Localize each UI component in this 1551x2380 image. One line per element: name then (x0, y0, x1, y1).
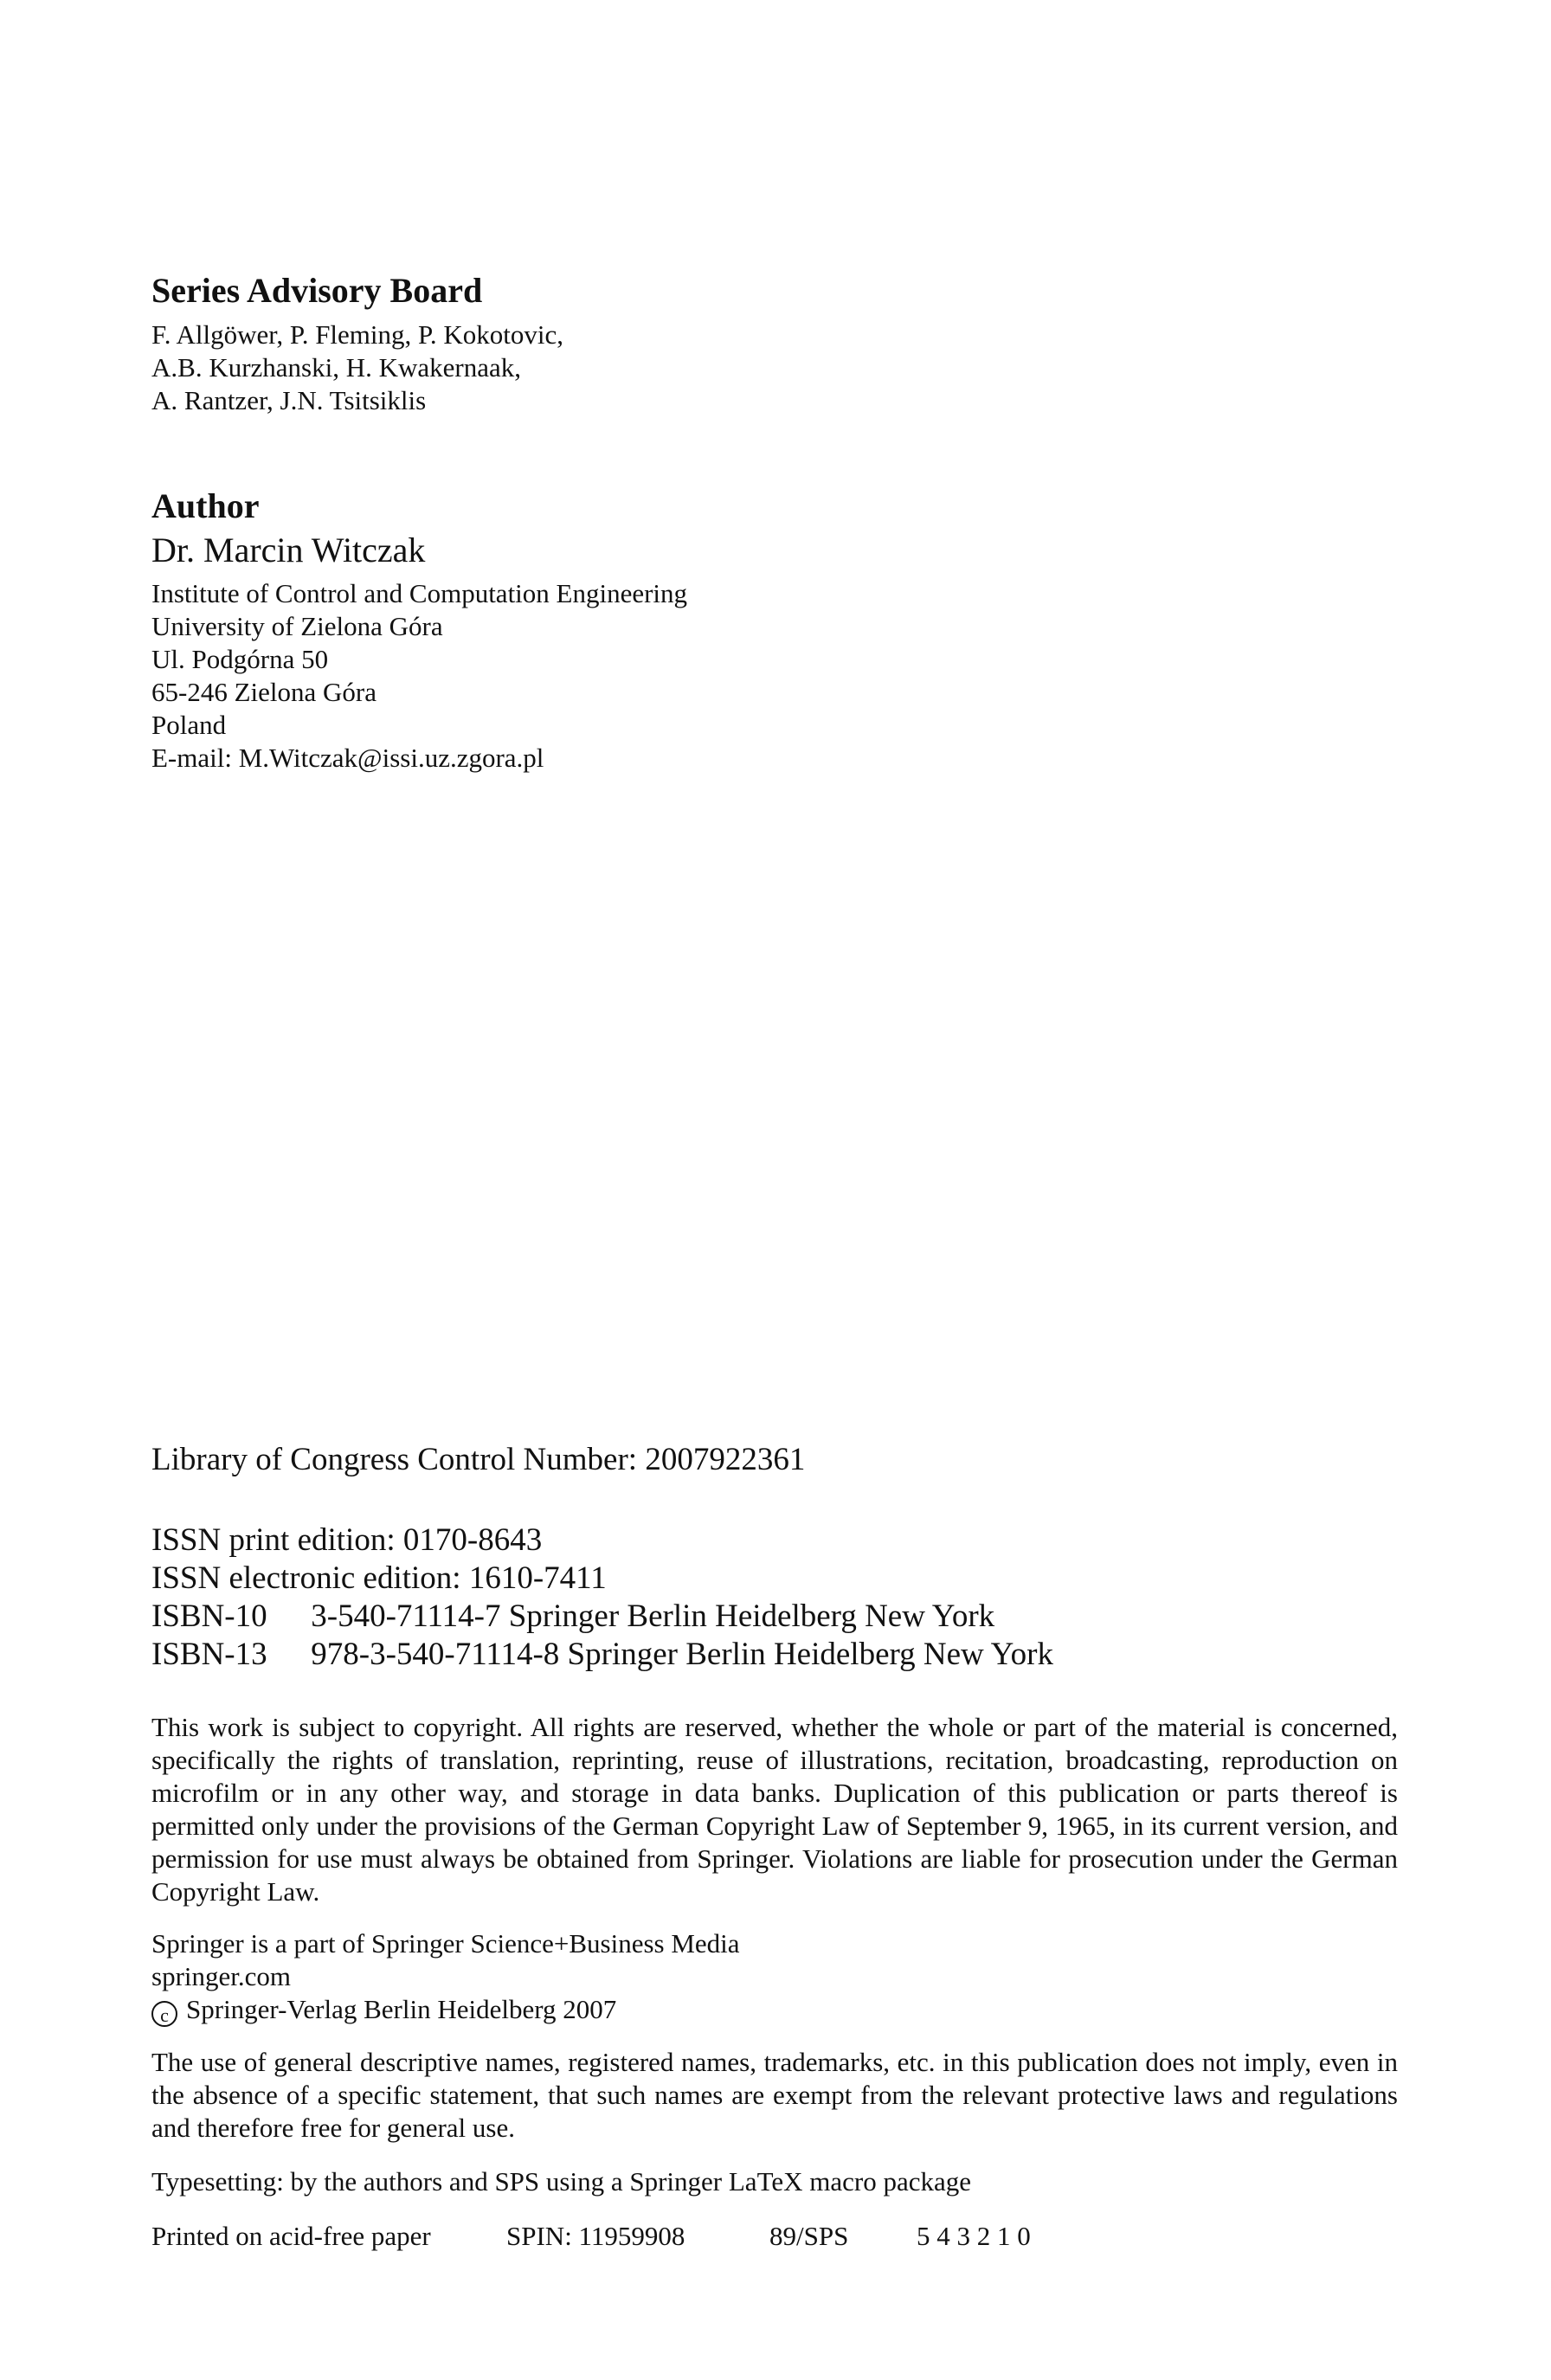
isbn-13-value: 978-3-540-71114-8 Springer Berlin Heidelberg New York (311, 1637, 1053, 1672)
advisory-board-members (151, 318, 563, 417)
issn-print: ISSN print edition: 0170-8643 (151, 1522, 543, 1558)
isbn-13-label: ISBN-13 (151, 1637, 267, 1672)
address-line: 65-246 Zielona Góra (151, 677, 376, 707)
printing-row (151, 2220, 1031, 2253)
advisory-line: A. Rantzer, J.N. Tsitsiklis (151, 385, 427, 415)
identifiers (151, 1521, 1053, 1674)
paper-info: Printed on acid-free paper (151, 2221, 431, 2251)
advisory-line: F. Allgöwer, P. Fleming, P. Kokotovic, (151, 319, 563, 350)
lccn: Library of Congress Control Number: 2007922361 (151, 1442, 806, 1477)
copyright-holder: Springer-Verlag Berlin Heidelberg 2007 (186, 1994, 617, 2024)
series-advisory-board (151, 272, 563, 417)
spin-number: SPIN: 11959908 (506, 2221, 685, 2251)
isbn-10-label: ISBN-10 (151, 1598, 267, 1634)
print-run: 5 4 3 2 1 0 (917, 2221, 1031, 2251)
trademark-notice-text: The use of general descriptive names, registered names, trademarks, etc. in this publication does not imply, even in the absence of a specific statement, that such names are exempt from the relevant protective laws and regulations and therefore free for general use. (151, 2047, 1398, 2143)
copyright-icon: c (151, 2001, 177, 2027)
publisher-line: Springer is a part of Springer Science+Business Media (151, 1928, 740, 1959)
sps-code: 89/SPS (769, 2221, 849, 2251)
publisher-info (151, 1927, 740, 2027)
address-line: University of Zielona Góra (151, 611, 443, 641)
isbn-10-value: 3-540-71114-7 Springer Berlin Heidelberg New York (311, 1598, 995, 1634)
trademark-notice (151, 2046, 1398, 2145)
typesetting-suffix: macro package (809, 2166, 971, 2197)
author-name: Dr. Marcin Witczak (151, 531, 426, 569)
series-advisory-board-heading: Series Advisory Board (151, 271, 483, 310)
author-section (151, 487, 687, 775)
advisory-line: A.B. Kurzhanski, H. Kwakernaak, (151, 352, 521, 383)
address-line: Poland (151, 710, 227, 740)
publisher-website: springer.com (151, 1961, 291, 1991)
author-email: E-mail: M.Witczak@issi.uz.zgora.pl (151, 743, 544, 773)
issn-electronic: ISSN electronic edition: 1610-7411 (151, 1560, 607, 1596)
library-of-congress (151, 1441, 805, 1479)
author-heading: Author (151, 486, 260, 525)
address-line: Ul. Podgórna 50 (151, 644, 329, 674)
typesetting-prefix: Typesetting: by the authors and SPS using a Springer (151, 2166, 723, 2197)
isbn-13-row (151, 1636, 1053, 1674)
author-address (151, 577, 687, 775)
isbn-10-row (151, 1598, 1053, 1636)
typesetting-info (151, 2165, 971, 2198)
publisher-lines (151, 1927, 740, 2027)
copyright-line (151, 1993, 740, 2027)
identifier-lines (151, 1521, 1053, 1674)
printing-info (151, 2220, 1031, 2253)
typesetting-line (151, 2165, 971, 2198)
latex-logo: LaTeX (728, 2166, 803, 2197)
copyright-notice (151, 1711, 1398, 1908)
copyright-notice-text: This work is subject to copyright. All rights are reserved, whether the whole or part of the material is concerned, specifically the rights of translation, reprinting, reuse of illustrations, recitation, broadcasting, reproduction on microfilm or in any other way, and storage in data banks. Duplication of this publication or parts thereof is permitted only under the provisions of the German Copyright Law of September 9, 1965, in its current version, and permission for use must always be obtained from Springer. Violations are liable for prosecution under the German Copyright Law. (151, 1712, 1398, 1907)
address-line: Institute of Control and Computation Engineering (151, 578, 688, 608)
